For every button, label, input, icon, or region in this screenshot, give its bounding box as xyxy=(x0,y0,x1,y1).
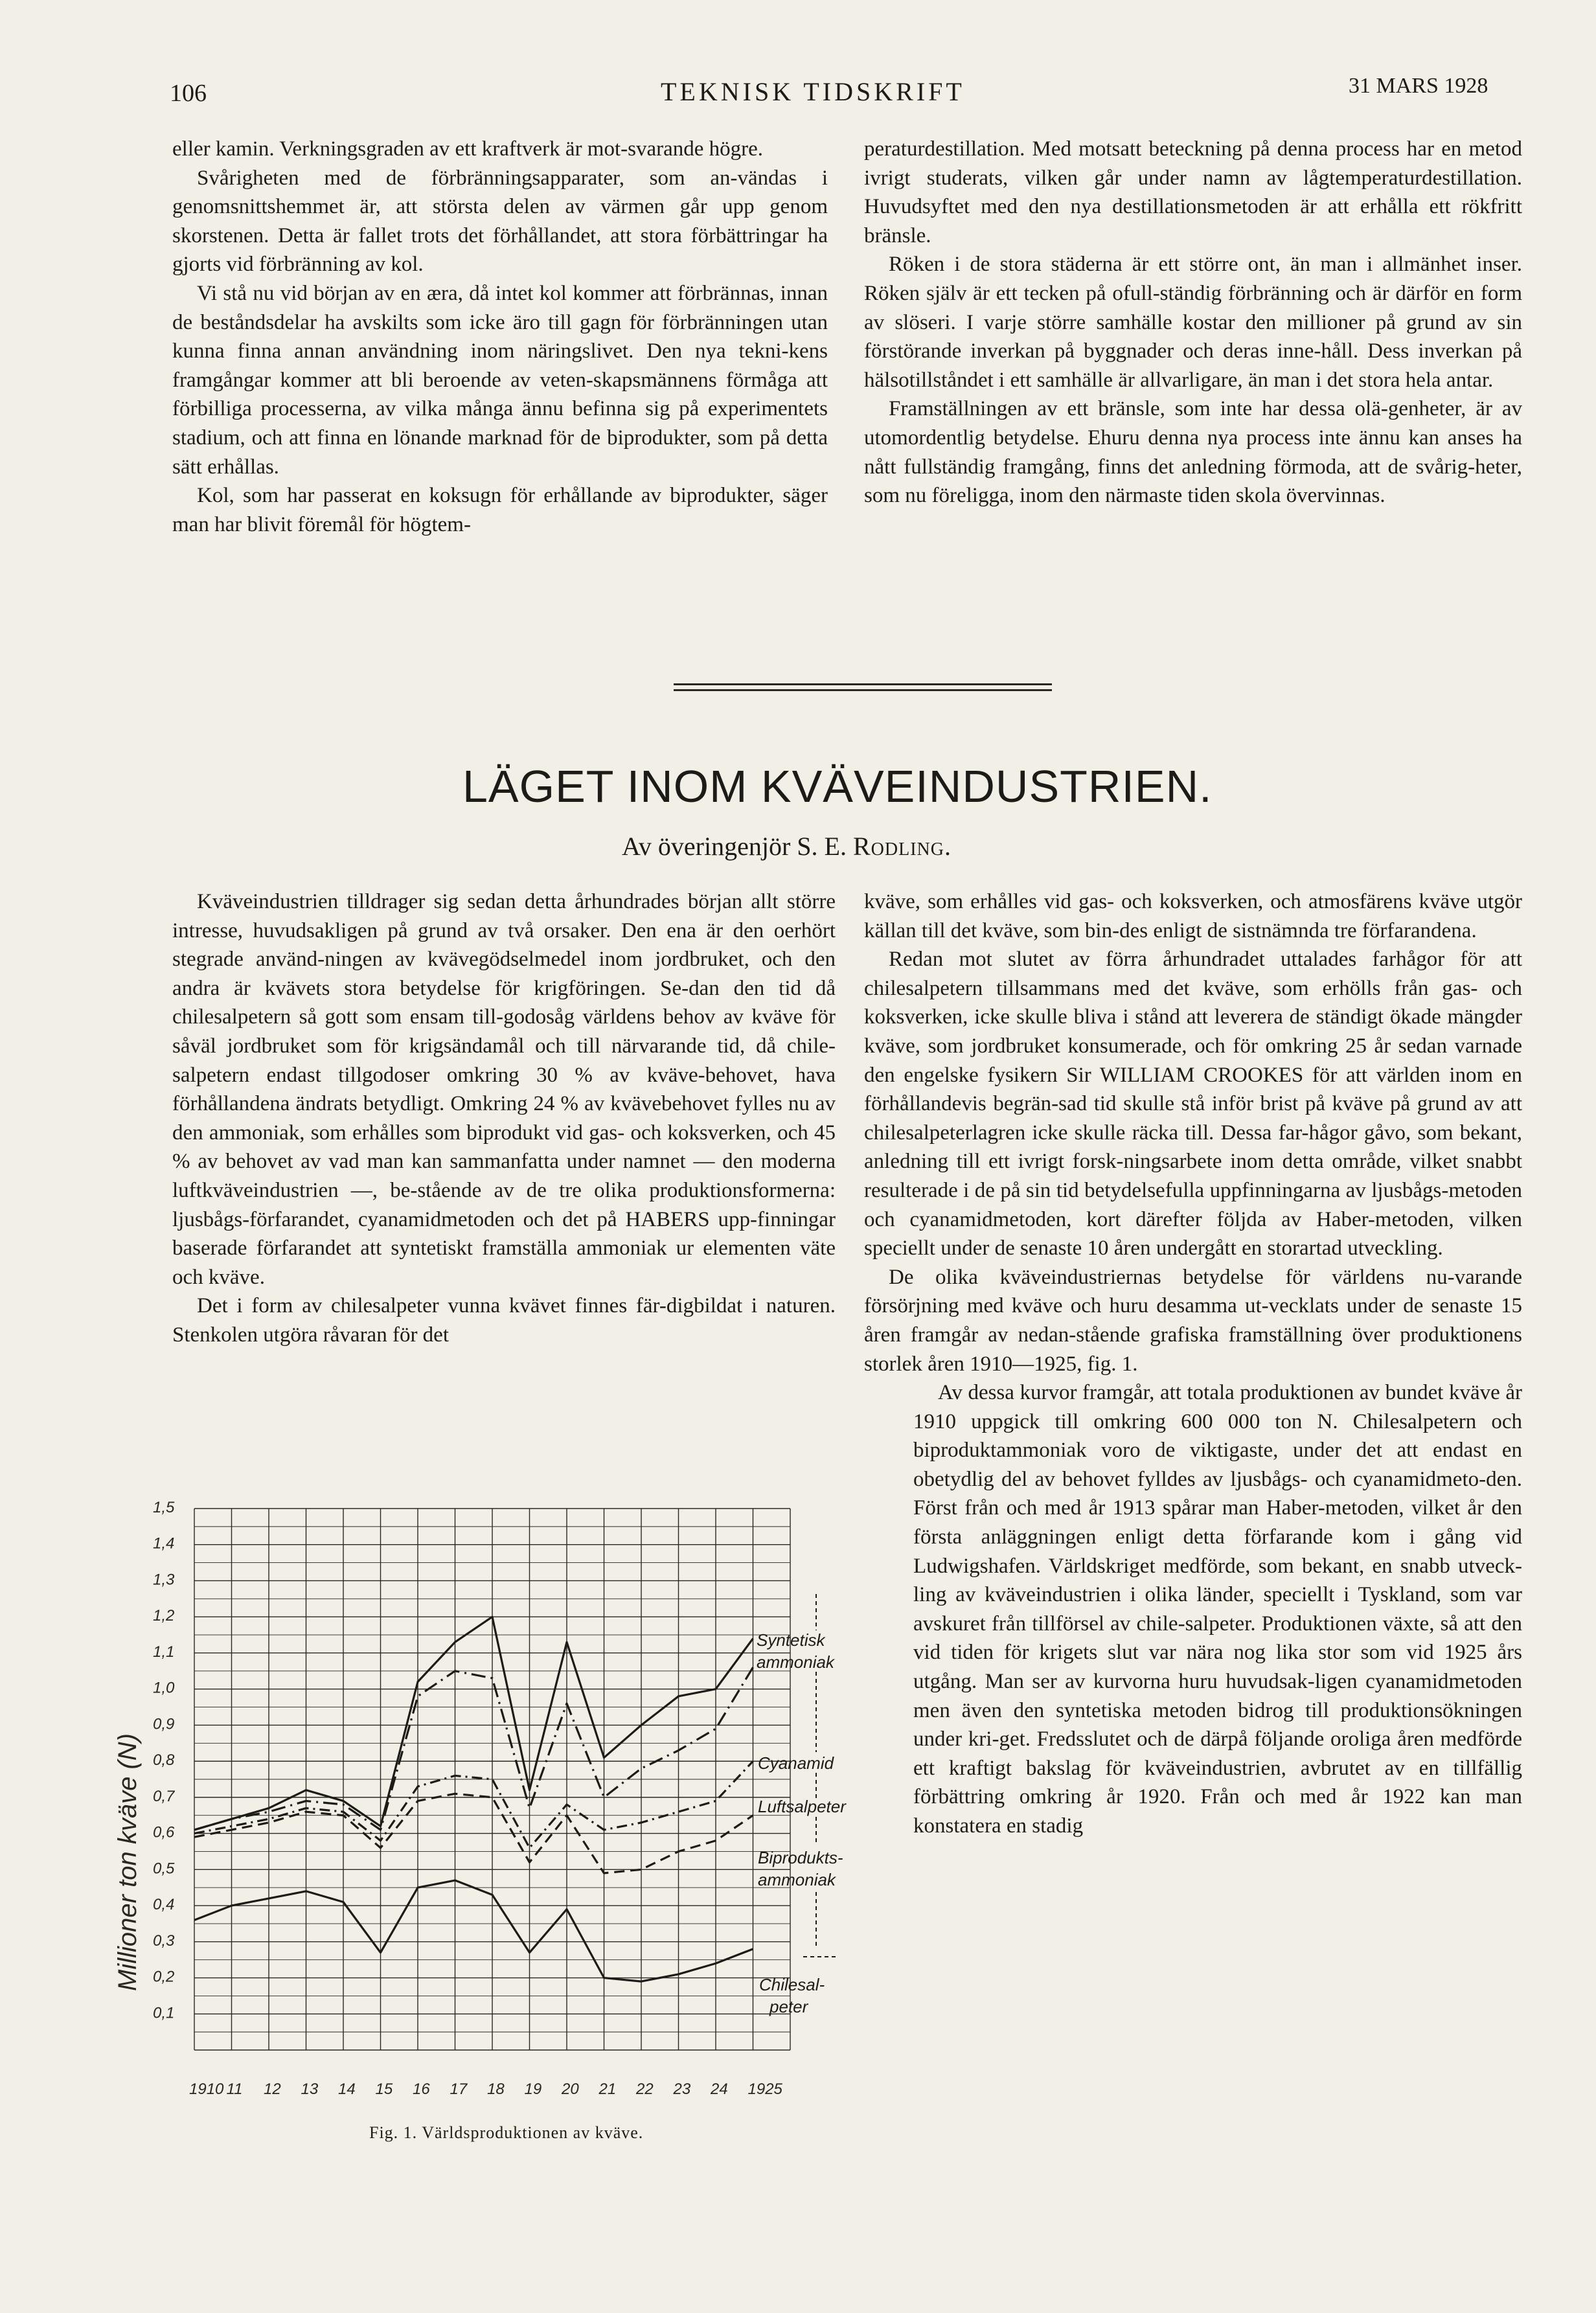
y-tick-label: 0,8 xyxy=(153,1751,175,1770)
article-left-column xyxy=(172,887,836,1350)
paragraph: Det i form av chilesalpeter vunna kvävet finnes fär-digbildat i naturen. Stenkolen utgöra råvaran för det xyxy=(172,1294,836,1347)
separator-rule xyxy=(674,683,1052,685)
paragraph: Vi stå nu vid början av en æra, då intet kol kommer att förbrännas, innan de beståndsdelar ha avskilts som icke äro till gagn för förbränningen utan kunna finna annan användning inom näringslivet. Den nya tekni-kens framgångar kommer att bli beroende av veten-skapsmännens förmåga att förbilliga processerna, av vilka många ännu befinna sig på experimentets stadium, och att finna en lönande marknad för de biprodukter, som på detta sätt erhållas. xyxy=(172,281,828,479)
paragraph: Av dessa kurvor framgår, att totala produktionen av bundet kväve år 1910 uppgick till omkring 600 000 ton N. Chilesalpetern och biproduktammoniak voro de viktigaste, under det att endast en obetydlig del av behovet fylldes av ljusbågs- och cyanamidmeto-den. Först från och med år 1913 spårar man Haber-metoden, vilket år den första anläggningen enligt detta förfarande kom i gång vid Ludwigshafen. Världskriget medförde, som bekant, en snabb utveck-ling av kväveindustrien i olika länder, speciellt i Tyskland, som var avskuret från tillförsel av chile-salpeter. Produktionen växte, så att den vid tiden för krigets slut var nära nog lika stor som vid 1925 års utgång. Man ser av kurvorna huru huvudsak-ligen cyanamidmetoden men även den syntetiska metoden bidrog till produktionsökningen under kri-get. Fredsslutet och de därpå följande oroliga åren medförde ett kraftigt bakslag för kväveindustrien, avbrutet av en tillfällig förbättring omkring år 1920. Från och med år 1922 kan man konstatera en stadig xyxy=(913,1381,1522,1838)
x-tick-label: 21 xyxy=(598,2080,617,2098)
y-tick-label: 0,9 xyxy=(153,1715,175,1733)
x-tick-label: 18 xyxy=(487,2080,505,2098)
y-tick-label: 0,3 xyxy=(153,1931,175,1950)
y-tick-label: 1,5 xyxy=(153,1499,175,1516)
paragraph: peraturdestillation. Med motsatt beteckning på denna process har en metod ivrigt studerats, vilken går under namn av lågtemperaturdestillation. Huvudsyftet med den nya destillationsmetoden är att erhålla ett rökfritt bränsle. xyxy=(864,137,1522,247)
x-tick-label: 15 xyxy=(375,2080,393,2098)
y-tick-label: 1,0 xyxy=(153,1679,175,1697)
label-chilesalpeter: Chilesal- xyxy=(759,1975,825,1994)
label-luftsalpeter: Luftsalpeter xyxy=(758,1797,846,1816)
figure xyxy=(97,1480,881,2160)
top-left-column xyxy=(172,135,828,539)
byline-prefix: Av överingenjör S. E. xyxy=(622,832,847,861)
x-tick-label: 22 xyxy=(636,2080,654,2098)
article-right-column xyxy=(864,887,1522,1841)
label-syntetisk: Syntetisk xyxy=(757,1630,825,1650)
y-tick-label: 0,1 xyxy=(153,2004,175,2022)
x-tick-label: 14 xyxy=(338,2080,356,2098)
series-line xyxy=(194,1880,753,1981)
paragraph: Kväveindustrien tilldrager sig sedan detta århundrades början allt större intresse, huvudsakligen på grund av två orsaker. Den ena är den oerhört stegrade använd-ningen av kvävegödselmedel inom jordbruket, och den andra är kvävets stora betydelse för krigföringen. Se-dan den tid då chilesalpetern så gott som ensam till-godosåg världens behov av kväve för såväl jordbruket som för krigsändamål och till närvarande tid, då chile-salpetern endast tillgodoser omkring 30 % av kväve-behovet, hava förhållandena ändrats betydligt. Omkring 24 % av kvävebehovet fylles nu av den ammoniak, som erhålles som biprodukt vid gas- och koksverken, och 45 % av behovet av vad man kan sammanfatta under namnet — den moderna luftkväveindustrien —, be-stående av de tre olika produktionsformerna: ljusbågs-förfarandet, cyanamidmetoden och det på HABERS upp-finningar baserade förfarandet att syntetiskt framställa ammoniak ur elementen väte och kväve. xyxy=(172,890,836,1289)
paragraph: De olika kväveindustriernas betydelse för världens nu-varande försörjning med kväve och huru desamma ut-vecklats under de senaste 15 åren framgår av nedan-stående grafiska framställning över produktionens storlek åren 1910—1925, fig. 1. xyxy=(864,1265,1522,1376)
article-title: LÄGET INOM KVÄVEINDUSTRIEN. xyxy=(462,761,1213,812)
label-biprodukts: ammoniak xyxy=(758,1870,836,1889)
production-chart xyxy=(97,1480,881,2134)
x-tick-label: 24 xyxy=(711,2080,728,2098)
x-tick-label: 19 xyxy=(524,2080,542,2098)
figure-caption: Fig. 1. Världsproduktionen av kväve. xyxy=(369,2123,644,2142)
x-tick-label: 17 xyxy=(450,2080,468,2098)
label-syntetisk: ammoniak xyxy=(757,1652,834,1672)
series-line xyxy=(194,1667,753,1830)
x-tick-label: 11 xyxy=(226,2080,243,2098)
label-cyanamid: Cyanamid xyxy=(758,1753,834,1773)
page-number: 106 xyxy=(170,80,207,107)
x-tick-label: 13 xyxy=(301,2080,319,2098)
x-tick-label: 12 xyxy=(264,2080,281,2098)
y-tick-label: 1,2 xyxy=(153,1607,175,1625)
top-right-column xyxy=(864,135,1522,510)
y-tick-label: 1,4 xyxy=(153,1534,175,1553)
author-name: Rodling. xyxy=(852,832,952,861)
paragraph: Röken i de stora städerna är ett större ont, än man i allmänhet inser. Röken själv är ett tecken på ofull-ständig förbränning och är därför en form av slöseri. I varje större samhälle kostar den millioner på grund av sin förstörande inverkan på byggnader och deras inne-håll. Dess inverkan på hälsotillståndet i ett samhälle är allvarligare, än man i det stora hela antar. xyxy=(864,253,1522,392)
y-tick-label: 1,3 xyxy=(153,1571,175,1589)
paragraph: Redan mot slutet av förra århundradet uttalades farhågor för att chilesalpetern tillsammans med det kväve, som erhölls från gas- och koksverken, icke skulle bliva i stånd att leverera de ständigt ökade mängder kväve, som jordbruket konsumerade, och för omkring 25 år sedan varnade den engelske fysikern Sir WILLIAM CROOKES för att världen inom en förhållandevis begrän-sad tid skulle stå inför brist på kväve på grund av att chilesalpeterlagren icke skulle räcka till. Dessa far-hågor gåvo, som bekant, anledning till ett ivrigt forsk-ningsarbete inom detta område, vilket snabbt resulterade i de på sin tid betydelsefulla uppfinningarna av ljusbågs-metoden och cyanamidmetoden, kort därefter följda av Haber-metoden, vilken speciellt under de senaste 10 åren undergått en storartad utveckling. xyxy=(864,948,1522,1260)
paragraph: eller kamin. Verkningsgraden av ett kraftverk är mot-svarande högre. xyxy=(172,137,764,161)
x-tick-label: 23 xyxy=(673,2080,691,2098)
byline xyxy=(622,831,952,861)
y-axis-label: Millioner ton kväve (N) xyxy=(113,1733,142,1991)
y-tick-label: 0,4 xyxy=(153,1896,175,1914)
y-tick-label: 0,2 xyxy=(153,1968,175,1986)
series-line xyxy=(194,1617,753,1830)
paragraph: Framställningen av ett bränsle, som inte har dessa olä-genheter, är av utomordentlig betydelse. Ehuru denna nya process inte ännu kan anses ha nått fullständig framgång, finns det anledning förmoda, att de svårig-heter, som nu föreligga, inom den närmaste tiden skola övervinnas. xyxy=(864,397,1522,508)
x-tick-label: 1910 xyxy=(189,2080,224,2098)
y-tick-label: 0,6 xyxy=(153,1823,175,1841)
label-biprodukts: Biprodukts- xyxy=(758,1848,843,1867)
y-tick-label: 0,7 xyxy=(153,1787,175,1805)
x-tick-label: 1925 xyxy=(747,2080,782,2098)
paragraph: kväve, som erhålles vid gas- och koksverken, och atmosfärens kväve utgör källan till det kväve, som bin-des enligt de sistnämnda tre förfarandena. xyxy=(864,890,1522,942)
y-tick-label: 0,5 xyxy=(153,1860,175,1878)
label-chilesalpeter: peter xyxy=(770,1997,808,2016)
journal-title: TEKNISK TIDSKRIFT xyxy=(661,77,965,106)
paragraph: Kol, som har passerat en koksugn för erhållande av biprodukter, säger man har blivit föremål för högtem- xyxy=(172,484,828,536)
x-tick-label: 20 xyxy=(562,2080,579,2098)
issue-date: 31 MARS 1928 xyxy=(1349,74,1488,98)
x-tick-label: 16 xyxy=(413,2080,430,2098)
separator-rule xyxy=(674,689,1052,691)
paragraph: Svårigheten med de förbränningsapparater, som an-vändas i genomsnittshemmet är, att största delen av värmen går upp genom skorstenen. Detta är fallet trots det förhållandet, att stora förbättringar ha gjorts vid förbränning av kol. xyxy=(172,166,828,277)
y-tick-label: 1,1 xyxy=(153,1643,175,1661)
